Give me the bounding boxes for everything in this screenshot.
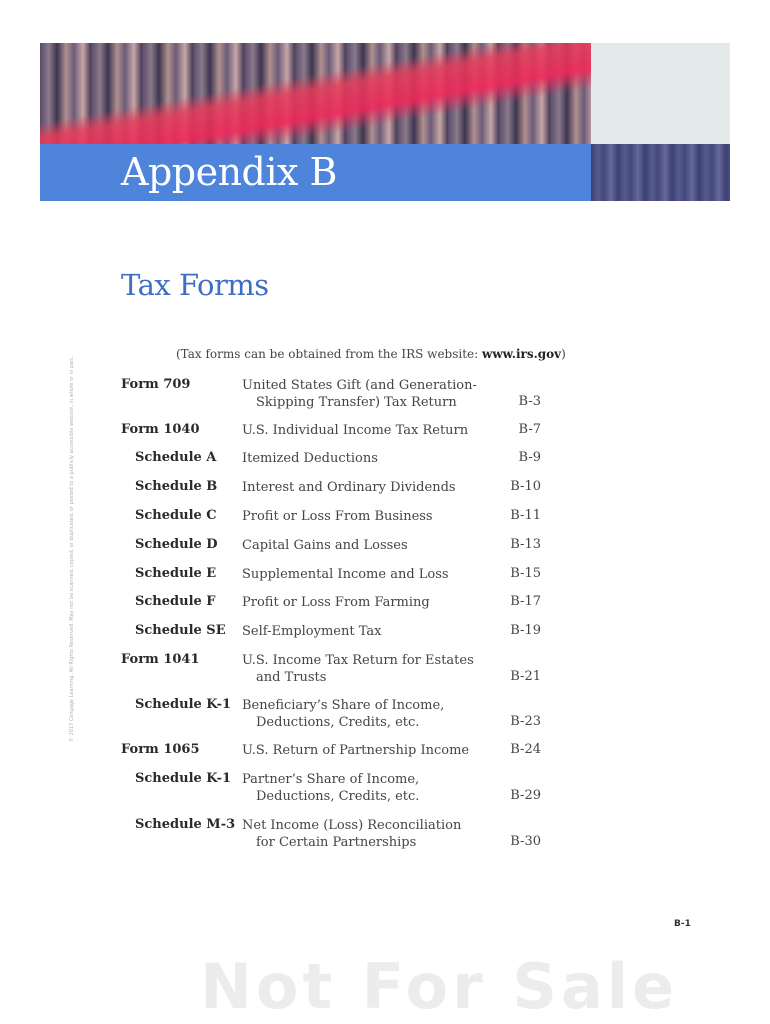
form-description-line: United States Gift (and Generation-	[242, 378, 477, 393]
form-name: Schedule SE	[135, 623, 226, 638]
form-description	[242, 817, 461, 851]
appendix-title: Appendix B	[121, 150, 337, 194]
form-description-line: Capital Gains and Losses	[242, 538, 408, 553]
form-name: Schedule A	[135, 450, 217, 465]
form-description	[242, 652, 474, 686]
form-description-continuation: for Certain Partnerships	[256, 835, 417, 850]
form-name: Schedule E	[135, 566, 217, 581]
form-name: Form 1040	[121, 422, 200, 437]
form-description-continuation: and Trusts	[256, 670, 327, 685]
form-name: Form 709	[121, 377, 191, 392]
copyright-side-note-text: © 2017 Cengage Learning. All Rights Reserved. May not be scanned, copied, or duplicated, or posted to a publicly accessible website, in whole or in part.	[69, 356, 75, 742]
form-description	[242, 422, 468, 439]
form-description-line: Beneficiary’s Share of Income,	[242, 698, 445, 713]
form-description-line: Net Income (Loss) Reconciliation	[242, 818, 462, 833]
form-name: Form 1065	[121, 742, 200, 757]
form-description-line: U.S. Income Tax Return for Estates	[242, 653, 474, 668]
form-name: Schedule D	[135, 537, 218, 552]
form-description	[242, 537, 408, 554]
form-description	[242, 697, 444, 731]
form-description	[242, 594, 430, 611]
section-title: Tax Forms	[121, 268, 269, 302]
form-description	[242, 742, 469, 759]
intro-suffix: )	[561, 347, 566, 361]
form-description-continuation: Deductions, Credits, etc.	[256, 715, 420, 730]
page-number: B-1	[674, 919, 691, 929]
form-description-line: Supplemental Income and Loss	[242, 567, 449, 582]
form-description-line: U.S. Return of Partnership Income	[242, 743, 470, 758]
form-description	[242, 623, 381, 640]
form-description	[242, 771, 419, 805]
form-description	[242, 377, 477, 411]
form-name: Schedule K-1	[135, 771, 232, 786]
form-description-line: Self-Employment Tax	[242, 624, 382, 639]
intro-prefix: (Tax forms can be obtained from the IRS website:	[176, 347, 483, 361]
form-name: Schedule B	[135, 479, 218, 494]
form-description	[242, 566, 449, 583]
form-description-line: Itemized Deductions	[242, 451, 378, 466]
form-description-line: Profit or Loss From Farming	[242, 595, 430, 610]
form-description-line: Profit or Loss From Business	[242, 509, 433, 524]
form-description	[242, 450, 378, 467]
form-description-line: U.S. Individual Income Tax Return	[242, 423, 469, 438]
form-name: Schedule F	[135, 594, 216, 609]
form-description-continuation: Deductions, Credits, etc.	[256, 789, 420, 804]
forms-list: Form 709 United States Gift (and Generation- Skipping Transfer) Tax Return B-3 Form 1040 U.S. Individual Income Tax Return B-7 Schedule A Itemized Deductions B-9 Schedule B Interest and Ordinary Dividends B-10 Schedule C Profit or Loss From Business B-11 Schedule D Capital Gains and Losses B-13 Schedule E Supplemental Income and Loss B-15 Schedule F Profit or Loss From Farming B-17 Schedule SE Self-Employment Tax B-19 Form 1041 U.S. Income Tax Return for Estates and Trusts B-21 Schedule K-1 Beneficiary’s Share of Income, Deductions, Credits, etc. B-23 Form 1065 U.S. Return of Partnership Income B-24 Schedule K-1 Partner’s Share of Income, Deductions, Credits, etc. B-29 Schedule M-3 Net Income (Loss) Reconciliation for Certain Partnerships B-30	[121, 377, 541, 850]
form-name: Schedule M-3	[135, 817, 236, 832]
form-name: Form 1041	[121, 652, 200, 667]
form-description-line: Partner’s Share of Income,	[242, 772, 420, 787]
form-description	[242, 479, 456, 496]
irs-website-link[interactable]: www.irs.gov	[482, 347, 562, 361]
form-name: Schedule C	[135, 508, 217, 523]
form-description	[242, 508, 433, 525]
watermark: Not For Sale	[200, 950, 679, 1023]
form-description-continuation: Skipping Transfer) Tax Return	[256, 395, 457, 410]
form-description-line: Interest and Ordinary Dividends	[242, 480, 456, 495]
form-name: Schedule K-1	[135, 697, 232, 712]
